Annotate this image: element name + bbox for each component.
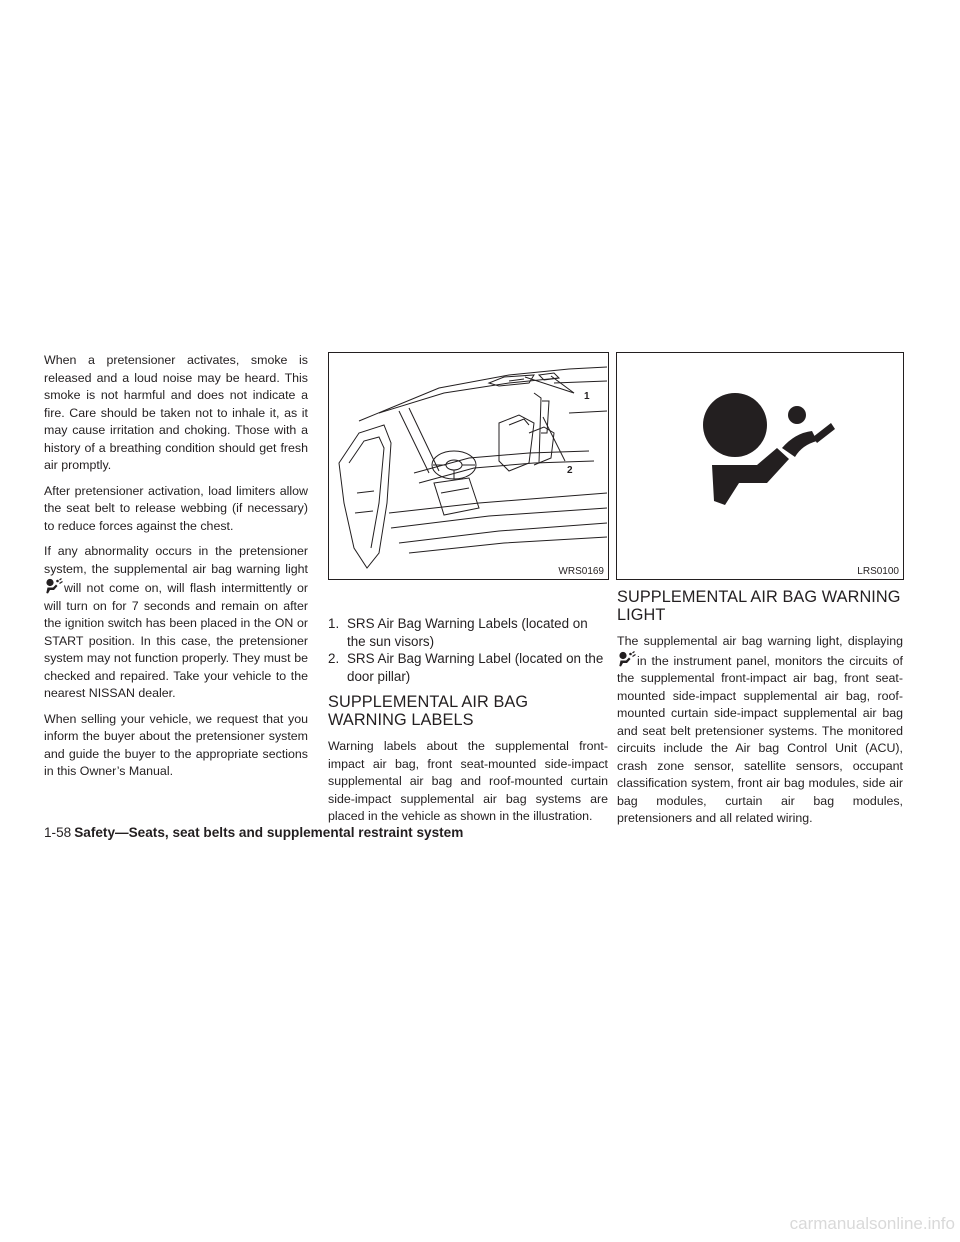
section-title: Safety—Seats, seat belts and supplemental restraint system [74, 825, 464, 840]
paragraph-abnormality-part2: will not come on, will flash intermittently or will turn on for 7 seconds and remain on after the ignition switch has been placed in the ON or START position. In this case, the pretensioner system may not function properly. They must be checked and repaired. Take your vehicle to the nearest NISSAN dealer. [44, 581, 308, 700]
figure-legend-list [328, 615, 608, 685]
paragraph-warning-light: The supplemental air bag warning light, displayingin the instrument panel, monitors the circuits of the supplemental front-impact air bag, front seat-mounted side-impact supplemental air bag, roof-mounted curtain side-impact supplemental air bag and seat belt pretensioner systems. The monitored circuits include the Air bag Control Unit (ACU), crash zone sensor, satellite sensors, occupant classification system, front air bag modules, side air bag modules, curtain air bag modules, pretensioners and all related wiring. [617, 634, 903, 825]
heading-warning-light: SUPPLEMENTAL AIR BAG WARNING LIGHT [617, 588, 901, 624]
paragraph-pretensioner-smoke: When a pretensioner activates, smoke is released and a loud noise may be heard. This smoke is not harmful and does not indicate a fire. Care should be taken not to inhale it, as it may cause irritation and choking. Those with a history of a breathing condition should get fresh air promptly. [44, 353, 308, 472]
paragraph-warning-labels: Warning labels about the supplemental front-impact air bag, front seat-mounted side-impact supplemental air bag and roof-mounted curtain side-impact supplemental air bag systems are placed in the vehicle as shown in the illustration. [328, 739, 608, 823]
paragraph-selling-vehicle: When selling your vehicle, we request that you inform the buyer about the pretensioner system and guide the buyer to the appropriate sections in this Owner’s Manual. [44, 711, 308, 778]
paragraph-load-limiters: After pretensioner activation, load limiters allow the seat belt to release webbing (if necessary) to reduce forces against the chest. [44, 483, 308, 533]
column-middle [328, 615, 608, 834]
airbag-warning-icon [617, 651, 637, 665]
figure-code: WRS0169 [558, 566, 604, 577]
figure-code: LRS0100 [857, 566, 899, 577]
list-item: 2. SRS Air Bag Warning Label (located on the door pillar) [328, 651, 604, 684]
airbag-warning-icon [44, 578, 64, 592]
figure-vehicle-interior [328, 352, 609, 580]
paragraph-abnormality [44, 543, 308, 703]
column-right [617, 582, 903, 836]
callout-2: 2 [567, 465, 573, 476]
callout-1: 1 [584, 391, 590, 402]
heading-warning-labels: SUPPLEMENTAL AIR BAG WARNING LABELS [328, 693, 529, 729]
list-item: 1. SRS Air Bag Warning Labels (located on the sun visors) [328, 616, 588, 649]
page-footer [44, 825, 463, 840]
paragraph-abnormality-part1: If any abnormality occurs in the pretensioner system, the supplemental air bag warning light [44, 544, 308, 576]
figure-airbag-symbol [616, 352, 904, 580]
column-left [44, 352, 308, 789]
watermark: carmanualsonline.info [789, 1214, 955, 1233]
page-number: 1-58 [44, 825, 72, 840]
airbag-warning-icon [617, 353, 903, 579]
